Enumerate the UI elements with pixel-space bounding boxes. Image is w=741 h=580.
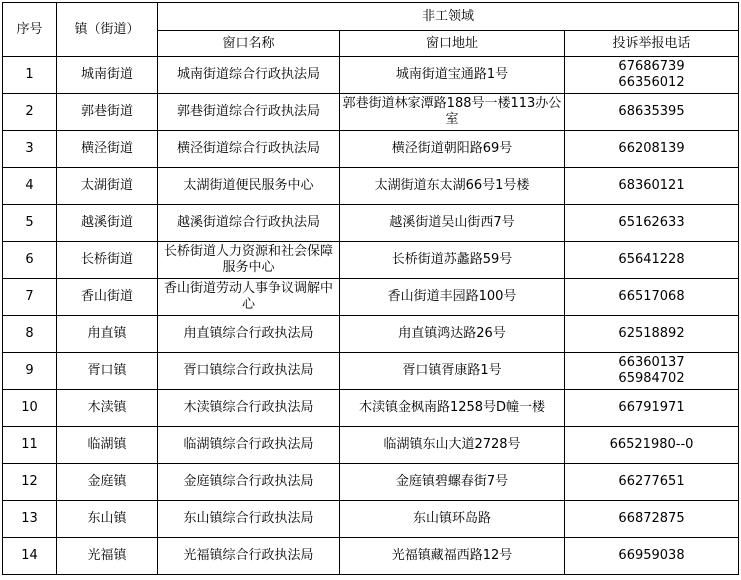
- cell-seq: 2: [3, 94, 57, 131]
- table-row: [3, 390, 739, 427]
- header-phone: 投诉举报电话: [565, 31, 739, 57]
- phone-number: 66521980--0: [609, 437, 694, 452]
- phone-number: 68635395: [618, 104, 685, 119]
- cell-window-name: 长桥街道人力资源和社会保障服务中心: [158, 242, 340, 279]
- phone-number: 66517068: [618, 289, 685, 304]
- table-row: [3, 501, 739, 538]
- cell-window-address: 胥口镇胥康路1号: [340, 353, 565, 390]
- cell-seq: 4: [3, 168, 57, 205]
- cell-town: 太湖街道: [57, 168, 158, 205]
- table-row: [3, 538, 739, 575]
- cell-phone: [565, 131, 739, 168]
- cell-window-address: 金庭镇碧螺春街7号: [340, 464, 565, 501]
- cell-phone: [565, 168, 739, 205]
- cell-window-name: 甪直镇综合行政执法局: [158, 316, 340, 353]
- header-row-top: [3, 3, 739, 31]
- header-seq: 序号: [3, 3, 57, 57]
- phone-number: 62518892: [618, 326, 685, 341]
- cell-seq: 8: [3, 316, 57, 353]
- cell-window-name: 东山镇综合行政执法局: [158, 501, 340, 538]
- cell-town: 横泾街道: [57, 131, 158, 168]
- cell-seq: 13: [3, 501, 57, 538]
- cell-town: 甪直镇: [57, 316, 158, 353]
- header-group: 非工领域: [158, 3, 739, 31]
- cell-seq: 14: [3, 538, 57, 575]
- cell-seq: 6: [3, 242, 57, 279]
- cell-phone: [565, 316, 739, 353]
- cell-window-name: 胥口镇综合行政执法局: [158, 353, 340, 390]
- cell-window-address: 太湖街道东太湖66号1号楼: [340, 168, 565, 205]
- phone-number: 65984702: [618, 371, 685, 386]
- cell-town: 胥口镇: [57, 353, 158, 390]
- cell-window-name: 郭巷街道综合行政执法局: [158, 94, 340, 131]
- header-window-address: 窗口地址: [340, 31, 565, 57]
- table-row: [3, 242, 739, 279]
- cell-window-address: 郭巷街道林家潭路188号一楼113办公室: [340, 94, 565, 131]
- table-row: [3, 168, 739, 205]
- phone-number: 66360137: [618, 355, 685, 370]
- cell-window-address: 香山街道丰园路100号: [340, 279, 565, 316]
- cell-phone: [565, 94, 739, 131]
- cell-town: 东山镇: [57, 501, 158, 538]
- phone-number: 66791971: [618, 400, 685, 415]
- cell-seq: 9: [3, 353, 57, 390]
- cell-window-name: 越溪街道综合行政执法局: [158, 205, 340, 242]
- cell-phone: [565, 353, 739, 390]
- phone-number: 65162633: [618, 215, 685, 230]
- cell-window-name: 横泾街道综合行政执法局: [158, 131, 340, 168]
- cell-window-address: 木渎镇金枫南路1258号D幢一楼: [340, 390, 565, 427]
- cell-town: 长桥街道: [57, 242, 158, 279]
- cell-phone: [565, 464, 739, 501]
- cell-seq: 5: [3, 205, 57, 242]
- cell-town: 光福镇: [57, 538, 158, 575]
- header-window-name: 窗口名称: [158, 31, 340, 57]
- cell-window-name: 光福镇综合行政执法局: [158, 538, 340, 575]
- cell-seq: 7: [3, 279, 57, 316]
- table-row: [3, 427, 739, 464]
- cell-seq: 1: [3, 57, 57, 94]
- phone-number: 66872875: [618, 511, 685, 526]
- cell-window-address: 甪直镇鸿达路26号: [340, 316, 565, 353]
- cell-town: 越溪街道: [57, 205, 158, 242]
- phone-number: 65641228: [618, 252, 685, 267]
- cell-town: 香山街道: [57, 279, 158, 316]
- cell-town: 金庭镇: [57, 464, 158, 501]
- cell-window-name: 临湖镇综合行政执法局: [158, 427, 340, 464]
- cell-phone: [565, 57, 739, 94]
- complaint-window-table: [2, 2, 739, 575]
- cell-town: 城南街道: [57, 57, 158, 94]
- cell-phone: [565, 205, 739, 242]
- cell-window-name: 太湖街道便民服务中心: [158, 168, 340, 205]
- phone-number: 68360121: [618, 178, 685, 193]
- cell-phone: [565, 501, 739, 538]
- cell-window-name: 城南街道综合行政执法局: [158, 57, 340, 94]
- cell-window-address: 横泾街道朝阳路69号: [340, 131, 565, 168]
- cell-seq: 10: [3, 390, 57, 427]
- cell-seq: 11: [3, 427, 57, 464]
- cell-phone: [565, 390, 739, 427]
- cell-town: 木渎镇: [57, 390, 158, 427]
- phone-number: 66356012: [618, 75, 685, 90]
- cell-phone: [565, 242, 739, 279]
- cell-window-name: 木渎镇综合行政执法局: [158, 390, 340, 427]
- cell-window-address: 东山镇环岛路: [340, 501, 565, 538]
- table-row: [3, 131, 739, 168]
- table-row: [3, 279, 739, 316]
- header-town: 镇（街道）: [57, 3, 158, 57]
- phone-number: 66959038: [618, 548, 685, 563]
- table-row: [3, 205, 739, 242]
- phone-number: 66277651: [618, 474, 685, 489]
- table-row: [3, 94, 739, 131]
- cell-town: 临湖镇: [57, 427, 158, 464]
- cell-window-address: 临湖镇东山大道2728号: [340, 427, 565, 464]
- cell-window-address: 城南街道宝通路1号: [340, 57, 565, 94]
- cell-town: 郭巷街道: [57, 94, 158, 131]
- table-row: [3, 57, 739, 94]
- cell-phone: [565, 538, 739, 575]
- phone-number: 66208139: [618, 141, 685, 156]
- cell-phone: [565, 427, 739, 464]
- cell-seq: 12: [3, 464, 57, 501]
- table-row: [3, 353, 739, 390]
- cell-window-address: 长桥街道苏蠡路59号: [340, 242, 565, 279]
- cell-window-address: 光福镇藏福西路12号: [340, 538, 565, 575]
- cell-seq: 3: [3, 131, 57, 168]
- phone-number: 67686739: [618, 59, 685, 74]
- cell-phone: [565, 279, 739, 316]
- table-row: [3, 316, 739, 353]
- table-body: [3, 57, 739, 575]
- cell-window-name: 金庭镇综合行政执法局: [158, 464, 340, 501]
- table-row: [3, 464, 739, 501]
- cell-window-address: 越溪街道吴山街西7号: [340, 205, 565, 242]
- cell-window-name: 香山街道劳动人事争议调解中心: [158, 279, 340, 316]
